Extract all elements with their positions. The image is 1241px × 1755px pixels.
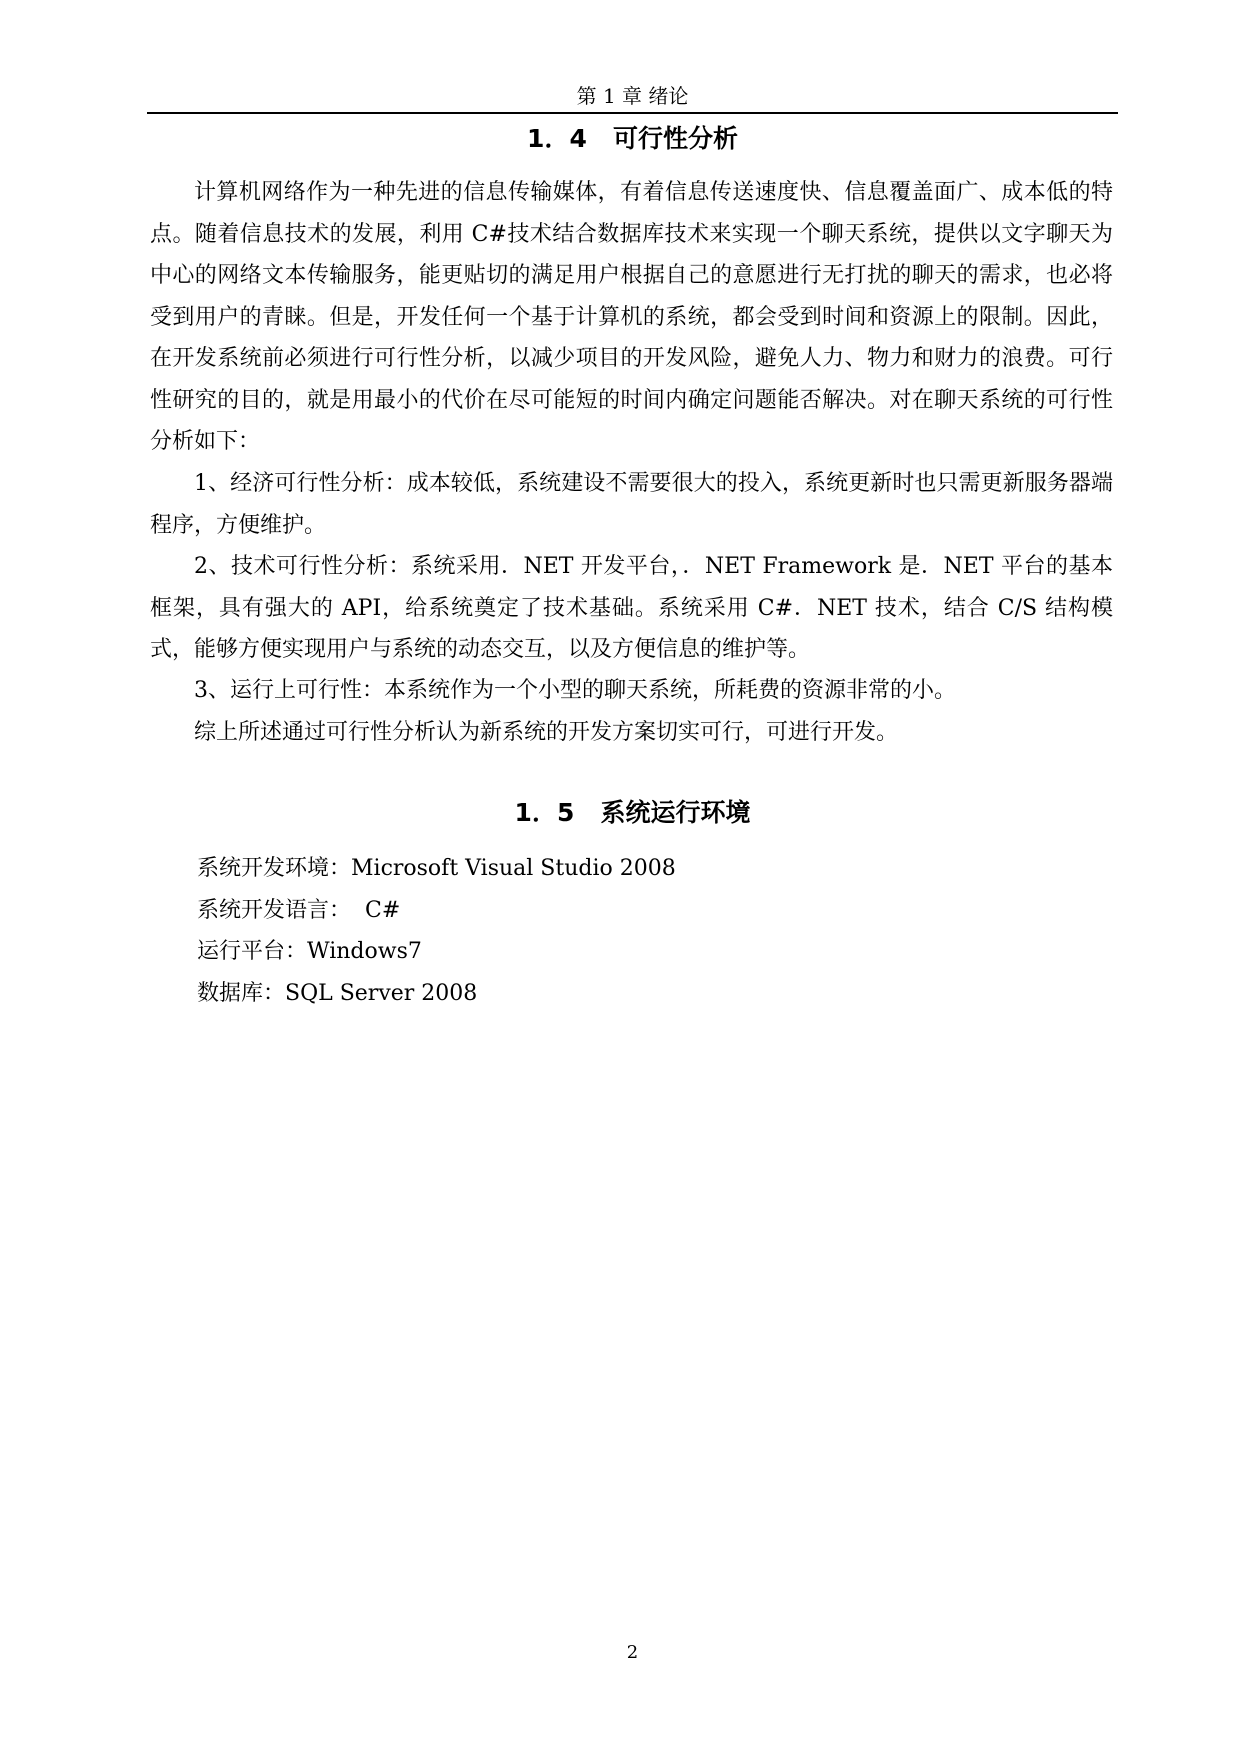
environment-item-database: 数据库：SQL Server 2008 <box>197 980 478 1006</box>
paragraph-technical-feasibility: 2、技术可行性分析：系统采用．NET 开发平台，．NET Framework 是．NET 平台的基本框架，具有强大的 API，给系统奠定了技术基础。系统采用 C#．NET 技术，结合 C/S 结构模式，能够方便实现用户与系统的动态交互，以及方便信息的维护等。 <box>150 554 1113 662</box>
section-heading-feasibility: 1．4 可行性分析 <box>527 124 738 153</box>
environment-item-language: 系统开发语言： C# <box>197 897 401 923</box>
paragraph-economic-feasibility: 1、经济可行性分析：成本较低，系统建设不需要很大的投入，系统更新时也只需更新服务器端程序，方便维护。 <box>150 471 1113 538</box>
running-header: 第 1 章 绪论 <box>147 84 1118 114</box>
environment-list <box>197 848 1097 1014</box>
paragraph-operational-feasibility: 3、运行上可行性：本系统作为一个小型的聊天系统，所耗费的资源非常的小。 <box>194 678 956 703</box>
environment-item-ide: 系统开发环境：Microsoft Visual Studio 2008 <box>197 856 676 881</box>
section-heading-environment: 1．5 系统运行环境 <box>514 798 751 827</box>
page-number: 2 <box>626 1642 639 1663</box>
paragraph-intro: 计算机网络作为一种先进的信息传输媒体，有着信息传送速度快、信息覆盖面广、成本低的特点。随着信息技术的发展，利用 C#技术结合数据库技术来实现一个聊天系统，提供以文字聊天为中心的网络文本传输服务，能更贴切的满足用户根据自己的意愿进行无打扰的聊天的需求，也必将受到用户的青睐。但是，开发任何一个基于计算机的系统，都会受到时间和资源上的限制。因此，在开发系统前必须进行可行性分析，以减少项目的开发风险，避免人力、物力和财力的浪费。可行性研究的目的，就是用最小的代价在尽可能短的时间内确定问题能否解决。对在聊天系统的可行性分析如下： <box>150 180 1113 454</box>
environment-item-platform: 运行平台：Windows7 <box>197 939 422 964</box>
paragraph-conclusion: 综上所述通过可行性分析认为新系统的开发方案切实可行，可进行开发。 <box>194 720 899 745</box>
